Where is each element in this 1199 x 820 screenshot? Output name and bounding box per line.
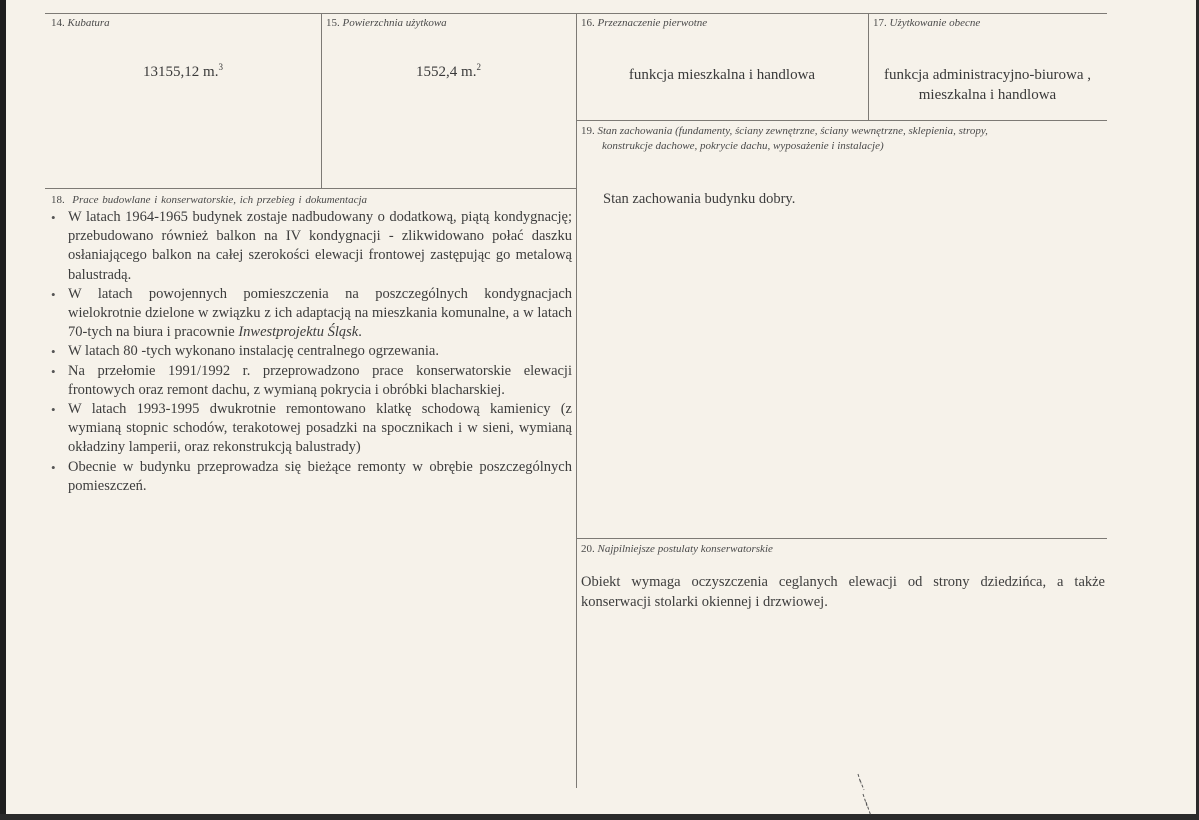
powierzchnia-unit-exponent: 2 (476, 62, 481, 72)
field-16-label (581, 16, 707, 30)
field-14-label (51, 16, 110, 30)
field-19-title-line1: Stan zachowania (fundamenty, ściany zewnętrzne, ściany wewnętrzne, sklepienia, stropy, (597, 125, 988, 137)
field-20-label (581, 542, 773, 556)
field-17-number: 17. (873, 17, 887, 29)
rule-16-19 (576, 120, 1107, 121)
rule-14-15 (321, 13, 322, 188)
pencil-mark (855, 772, 885, 818)
rule-19-20 (576, 538, 1107, 539)
field-15-title: Powierzchnia użytkowa (342, 17, 447, 29)
list-item: • W latach 80 -tych wykonano instalację centralnego ogrzewania. (48, 342, 572, 361)
field-14-title: Kubatura (67, 17, 110, 29)
field-17-value-line1: funkcja administracyjno-biurowa , (883, 67, 1092, 83)
scan-border-bottom (0, 814, 1199, 820)
field-20-value: Obiekt wymaga oczyszczenia ceglanych elewacji od strony dziedzińca, a także konserwacji stolarki okiennej i drzwiowej. (581, 574, 1105, 610)
list-item: • W latach 1993-1995 dwukrotnie remontowano klatkę schodową kamienicy (z wymianą stopnic schodów, terakotowej posadzki na spocznikach i w sieni, wymianą okładziny lamperii, oraz rekonstrukcją balustrady) (48, 400, 572, 458)
field-17-title: Użytkowanie obecne (889, 17, 981, 29)
list-item: • Na przełomie 1991/1992 r. przeprowadzono prace konserwatorskie elewacji frontowych oraz remont dachu, z wymianą pokrycia i obróbki blacharskiej. (48, 362, 572, 400)
field-18-list (48, 208, 572, 496)
field-15-label (326, 16, 447, 30)
field-16-number: 16. (581, 17, 595, 29)
list-item: • Obecnie w budynku przeprowadza się bieżące remonty w obrębie poszczególnych pomieszczeń. (48, 458, 572, 496)
field-17-value (868, 65, 1107, 105)
field-15-value (321, 62, 576, 82)
list-item: • W latach 1964-1965 budynek zostaje nadbudowany o dodatkową, piątą kondygnację; przebudowano również balkon na IV kondygnacji - zlikwidowano połać daszku osłaniającego balkon na całej szerokości elewacji frontowej zastępując go metalową balustradą. (48, 208, 572, 285)
field-14-number: 14. (51, 17, 65, 29)
field-15-number: 15. (326, 17, 340, 29)
field-17-value-line2: mieszkalna i handlowa (918, 87, 1057, 103)
rule-14-18 (45, 188, 576, 189)
field-19-value: Stan zachowania budynku dobry. (603, 191, 796, 207)
company-name: Inwestprojektu Śląsk (238, 324, 359, 341)
field-19-title-line2: konstrukcje dachowe, pokrycie dachu, wyposażenie i instalacje) (602, 140, 884, 152)
kubatura-value: 13155,12 m. (143, 64, 219, 80)
rule-center (576, 13, 577, 788)
scan-border-left (0, 0, 6, 820)
powierzchnia-value: 1552,4 m. (416, 64, 477, 80)
field-19-number: 19. (581, 125, 595, 137)
list-item: • W latach powojennych pomieszczenia na poszczególnych kondygnacjach wielokrotnie dzielone w związku z ich adaptacją na mieszkania komunalne, a w latach 70-tych na biura i pracownie Inwestprojektu Śląsk. (48, 285, 572, 343)
field-20-number: 20. (581, 543, 595, 555)
field-18-number: 18. (51, 194, 65, 206)
field-17-label (873, 16, 980, 30)
kubatura-unit-exponent: 3 (218, 62, 223, 72)
field-18-label (51, 193, 367, 207)
field-14-value (45, 62, 321, 82)
field-18-title: Prace budowlane i konserwatorskie, ich przebieg i dokumentacja (72, 194, 368, 206)
field-19-label (581, 124, 988, 154)
field-16-title: Przeznaczenie pierwotne (597, 17, 708, 29)
field-20-title: Najpilniejsze postulaty konserwatorskie (597, 543, 773, 555)
field-16-value: funkcja mieszkalna i handlowa (628, 67, 816, 83)
